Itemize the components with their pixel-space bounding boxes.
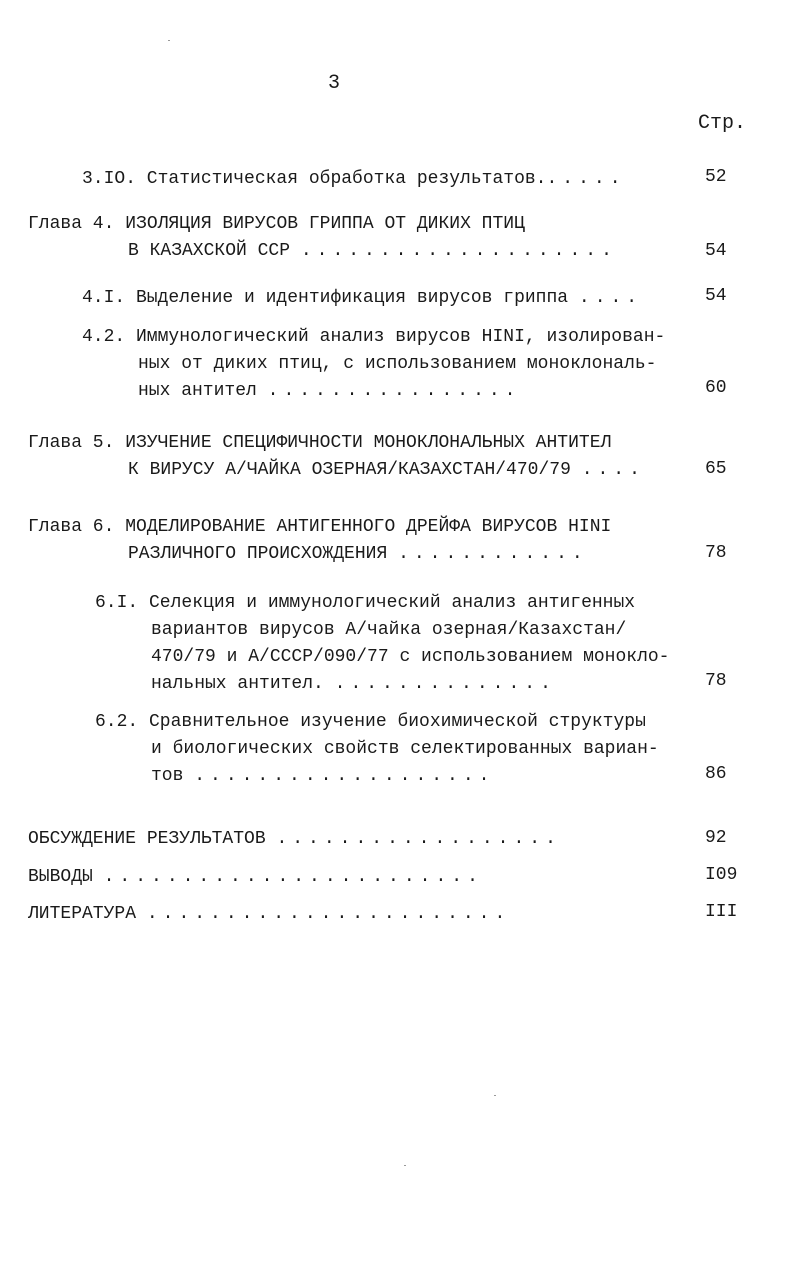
toc-page-number: 92 bbox=[705, 828, 727, 848]
toc-entry-6-2-line2: и биологических свойств селектированных вариан- bbox=[151, 739, 659, 759]
leader-dots: ....................... bbox=[146, 904, 511, 924]
leader-dots: .................... bbox=[300, 241, 617, 261]
toc-entry-discussion bbox=[28, 828, 561, 850]
toc-page-number: III bbox=[705, 902, 738, 922]
toc-entry-text: ВЫВОДЫ bbox=[28, 867, 93, 887]
leader-dots: .................. bbox=[276, 829, 561, 849]
toc-entry-4-2-line1: 4.2. Иммунологический анализ вирусов HINI, изолирован- bbox=[82, 327, 666, 347]
toc-page-number: 54 bbox=[705, 241, 727, 261]
toc-entry-3-10 bbox=[82, 168, 626, 190]
toc-page-number: 86 bbox=[705, 764, 727, 784]
toc-entry-4-2-line3 bbox=[138, 380, 520, 402]
toc-entry-text: В КАЗАХСКОЙ ССР bbox=[128, 241, 291, 261]
leader-dots: .............. bbox=[334, 674, 556, 694]
toc-entry-text: 3.IO. Статистическая обработка результатов. bbox=[82, 169, 547, 189]
toc-entry-6-1-line2: вариантов вирусов А/чайка озерная/Казахстан/ bbox=[151, 620, 627, 640]
toc-entry-text: ЛИТЕРАТУРА bbox=[28, 904, 137, 924]
toc-entry-4-2-line2: ных от диких птиц, с использованием моноклональ- bbox=[138, 354, 657, 374]
toc-entry-6-1-line1: 6.I. Селекция и иммунологический анализ антигенных bbox=[95, 593, 636, 613]
toc-entry-text: К ВИРУСУ А/ЧАЙКА ОЗЕРНАЯ/КАЗАХСТАН/470/79 bbox=[128, 460, 571, 480]
toc-entry-6-2-line1: 6.2. Сравнительное изучение биохимической структуры bbox=[95, 712, 646, 732]
toc-chapter-4-title: Глава 4. ИЗОЛЯЦИЯ ВИРУСОВ ГРИППА ОТ ДИКИХ ПТИЦ bbox=[28, 214, 525, 234]
leader-dots: ................... bbox=[194, 766, 495, 786]
leader-dots: ..... bbox=[546, 169, 626, 189]
leader-dots: .... bbox=[578, 288, 643, 308]
toc-entry-4-1 bbox=[82, 287, 642, 309]
leader-dots: ........................ bbox=[103, 867, 483, 887]
toc-chapter-4-cont bbox=[128, 240, 617, 262]
scan-speck bbox=[168, 40, 170, 41]
page-column-label: Стр. bbox=[698, 112, 747, 135]
leader-dots: ................ bbox=[267, 381, 521, 401]
toc-chapter-6-cont bbox=[128, 543, 588, 565]
toc-page-number: 52 bbox=[705, 167, 727, 187]
toc-page-number: I09 bbox=[705, 865, 738, 885]
toc-entry-text: ОБСУЖДЕНИЕ РЕЗУЛЬТАТОВ bbox=[28, 829, 266, 849]
toc-chapter-6-title: Глава 6. МОДЕЛИРОВАНИЕ АНТИГЕННОГО ДРЕЙФА ВИРУСОВ HINI bbox=[28, 517, 612, 537]
toc-chapter-5-title: Глава 5. ИЗУЧЕНИЕ СПЕЦИФИЧНОСТИ МОНОКЛОНАЛЬНЫХ АНТИТЕЛ bbox=[28, 433, 612, 453]
toc-entry-text: тов bbox=[151, 766, 184, 786]
toc-entry-text: РАЗЛИЧНОГО ПРОИСХОЖДЕНИЯ bbox=[128, 544, 388, 564]
toc-page-number: 65 bbox=[705, 459, 727, 479]
page-number: 3 bbox=[327, 72, 340, 95]
scan-speck bbox=[404, 1165, 406, 1166]
toc-chapter-5-cont bbox=[128, 459, 645, 481]
toc-page-number: 54 bbox=[705, 286, 727, 306]
toc-entry-conclusions bbox=[28, 866, 483, 888]
toc-page-number: 60 bbox=[705, 378, 727, 398]
toc-page-number: 78 bbox=[705, 543, 727, 563]
toc-entry-6-1-line3: 470/79 и А/СССР/090/77 с использованием монокло- bbox=[151, 647, 670, 667]
toc-entry-6-2-line3 bbox=[151, 765, 494, 787]
toc-entry-literature bbox=[28, 903, 510, 925]
toc-entry-text: нальных антител. bbox=[151, 674, 324, 694]
toc-entry-text: ных антител bbox=[138, 381, 257, 401]
scan-speck bbox=[494, 1095, 496, 1096]
leader-dots: ............ bbox=[398, 544, 588, 564]
leader-dots: .... bbox=[581, 460, 645, 480]
toc-page-number: 78 bbox=[705, 671, 727, 691]
toc-entry-text: 4.I. Выделение и идентификация вирусов гриппа bbox=[82, 288, 569, 308]
toc-entry-6-1-line4 bbox=[151, 673, 556, 695]
